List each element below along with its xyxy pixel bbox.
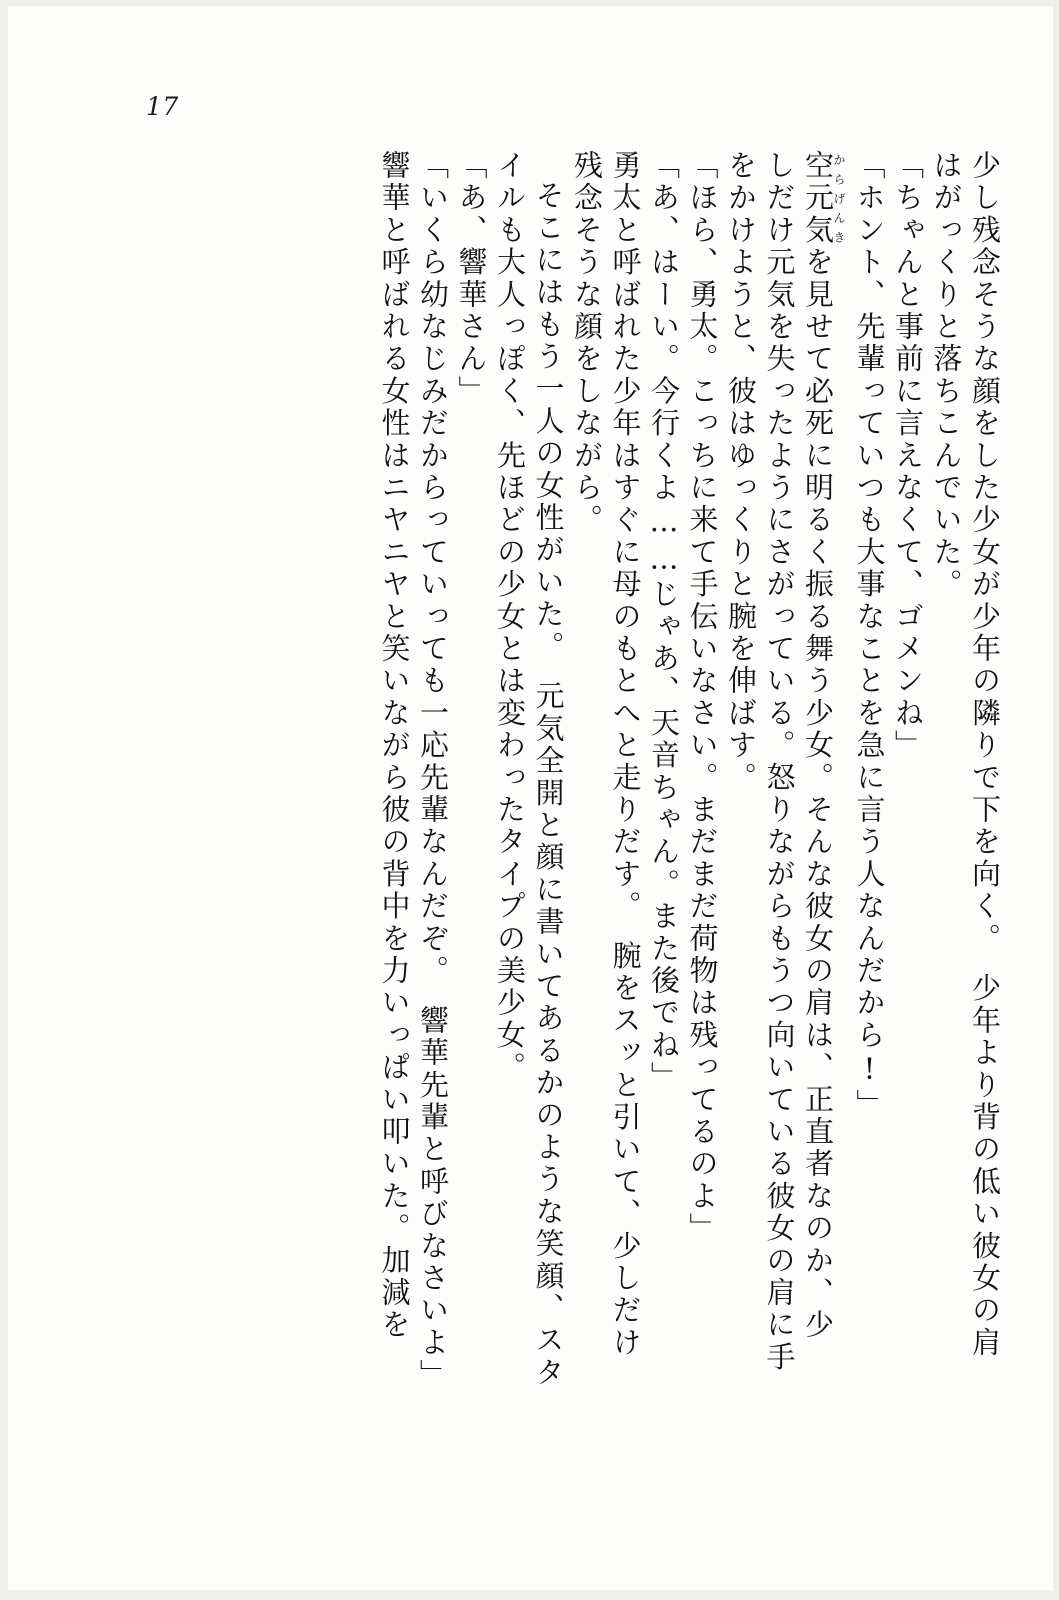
page-edge-bottom	[0, 1590, 1059, 1600]
text-line: 「あ、はーい。今行くよ……じゃあ、天音ちゃん。また後でね」	[647, 150, 681, 1094]
text-line: そこにはもう一人の女性がいた。 元気全開と顔に書いてあるかのような笑顔、スタ	[531, 180, 566, 1390]
ruby-annotation: 空元気からげんき	[801, 150, 846, 247]
text-line: イルも大人っぽく、先ほどの少女とは変わったタイプの美少女。	[493, 150, 527, 1084]
text-line: はがっくりと落ちこんでいた。	[929, 150, 964, 601]
text-line: 残念そうな顔をしながら。	[570, 150, 604, 537]
page-number: 17	[146, 92, 179, 121]
text-line: 響華と呼ばれる女性はニヤニヤと笑いながら彼の背中を力いっぱい叩いた。加減を	[377, 150, 412, 1342]
page-edge-left	[0, 0, 8, 1600]
vertical-text-block	[169, 150, 1002, 1480]
text-line: 「ちゃんと事前に言えなくて、ゴメンね」	[891, 150, 925, 762]
text-line: 少し残念そうな顔をした少女が少年の隣りで下を向く。 少年より背の低い彼女の肩	[968, 150, 1002, 1360]
text-line: 勇太と呼ばれた少年はすぐに母のもとへと走りだす。 腕をスッと引いて、少しだけ	[608, 150, 643, 1360]
text-line-with-ruby: 空元気からげんきを見せて必死に明るく振る舞う少女。そんな彼女の肩は、正直者なのか、少	[801, 150, 846, 1342]
text-line: しだけ元気を失ったようにさがっている。怒りながらもうつ向いている彼女の肩に手	[762, 150, 797, 1374]
text-line: をかけようと、彼はゆっくりと腕を伸ばす。	[724, 150, 758, 794]
page-edge-top	[0, 0, 1059, 6]
page-edge-right	[1053, 0, 1059, 1600]
text-line: 「あ、響華さん」	[454, 150, 489, 408]
text-line: 「ほら、勇太。こっちに来て手伝いなさい。まだまだ荷物は残ってるのよ」	[685, 150, 720, 1245]
text-line: 「ホント、先輩っていつも大事なことを急に言う人なんだから!」	[852, 150, 887, 1122]
text-line: 「いくら幼なじみだからっていっても一応先輩なんだぞ。 響華先輩と呼びなさいよ」	[416, 150, 450, 1392]
